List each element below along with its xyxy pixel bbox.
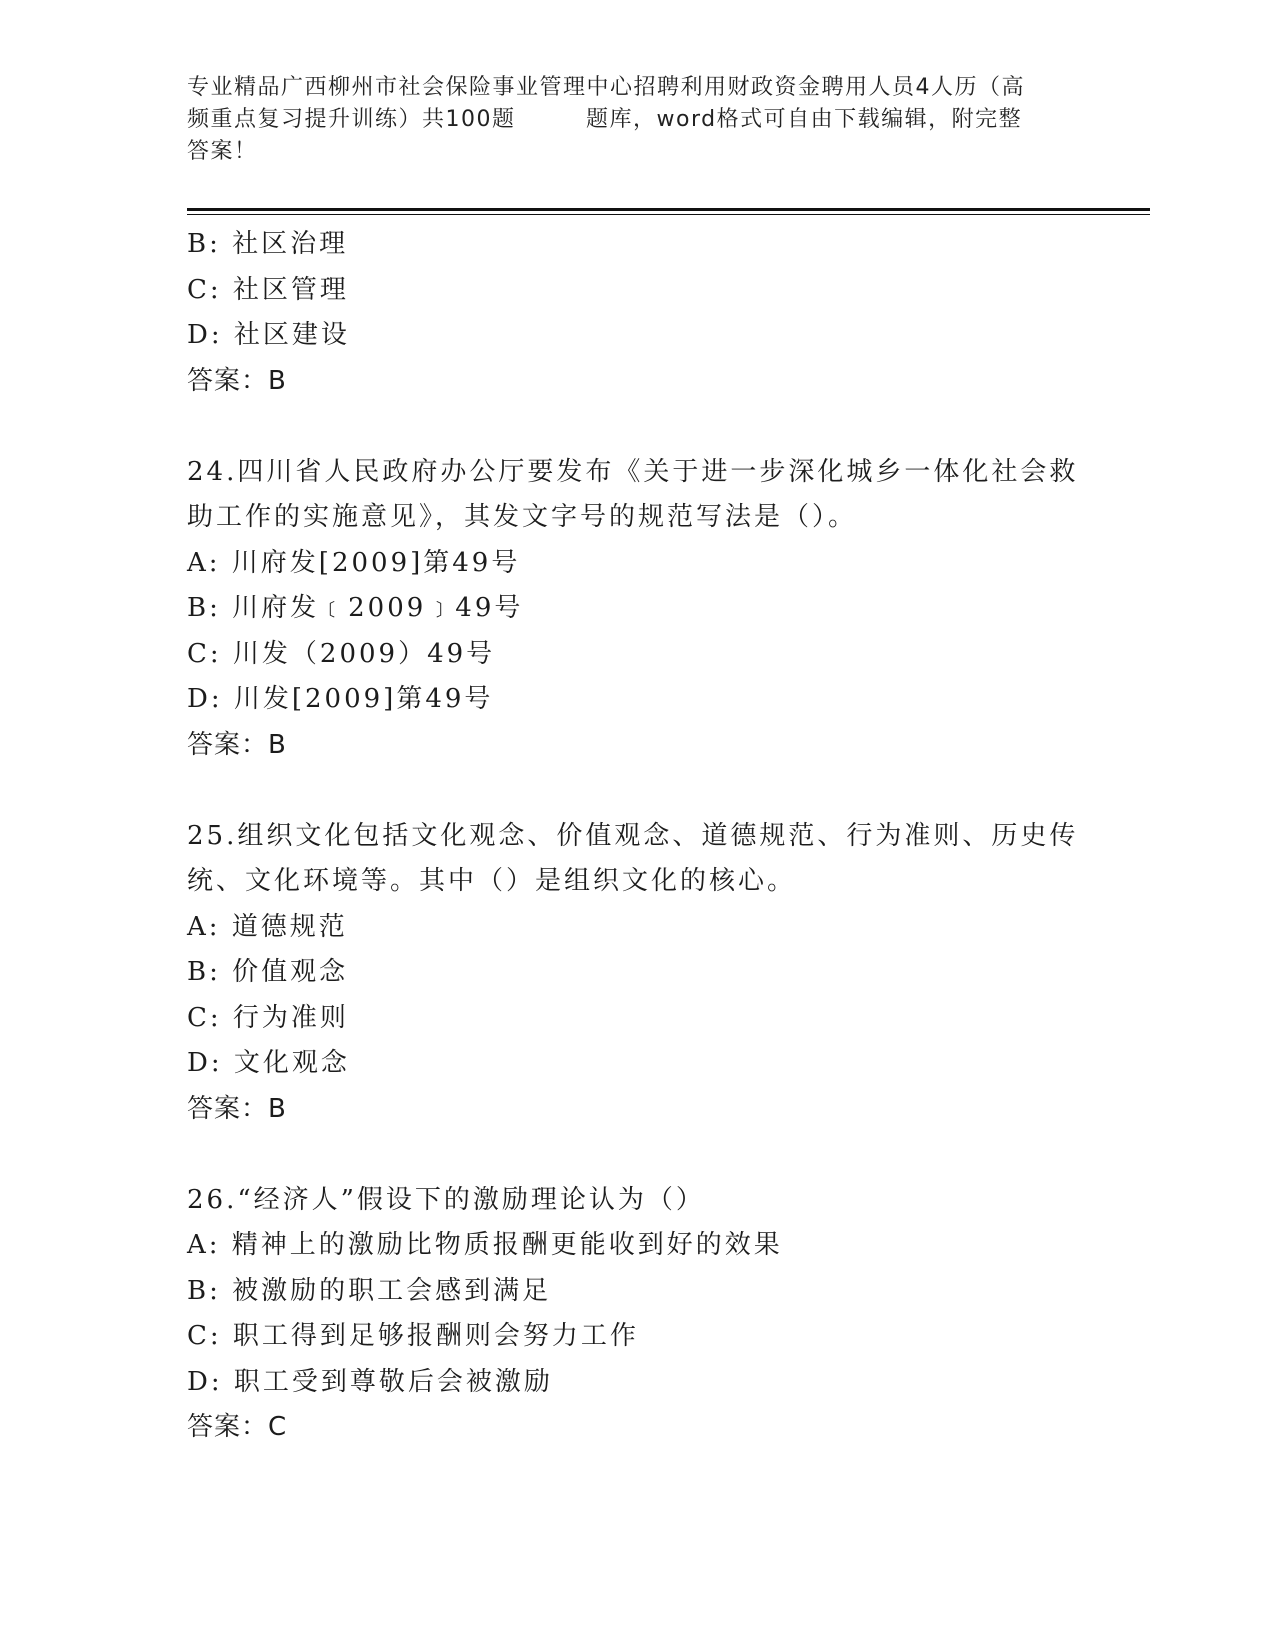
option-c: C: 社区管理: [187, 274, 349, 305]
option-c: C: 川发（2009）49号: [187, 638, 496, 669]
answer-line: 答案：C: [187, 1412, 288, 1442]
header-divider-thick: [187, 208, 1150, 211]
question-block-25: [187, 814, 1087, 1133]
answer-line: 答案：B: [187, 729, 287, 760]
answer-line: 答案：B: [187, 1093, 287, 1124]
header-line-1: 专业精品广西柳州市社会保险事业管理中心招聘利用财政资金聘用人员4人历（高: [187, 75, 1025, 100]
option-a: A: 道德规范: [187, 911, 348, 942]
question-stem-line: 24.四川省人民政府办公厅要发布《关于进一步深化城乡一体化社会救: [187, 456, 1079, 487]
option-d: D: 职工受到尊敬后会被激励: [187, 1366, 553, 1397]
document-header: [187, 72, 1087, 168]
option-a: A: 精神上的激励比物质报酬更能收到好的效果: [187, 1230, 783, 1260]
option-d: D: 川发[2009]第49号: [187, 684, 494, 714]
option-b: B: 被激励的职工会感到满足: [187, 1275, 552, 1306]
header-line-3: 答案！: [187, 139, 258, 164]
question-stem-line: 25.组织文化包括文化观念、价值观念、道德规范、行为准则、历史传: [187, 820, 1079, 851]
option-c: C: 行为准则: [187, 1002, 349, 1033]
question-stem-line: 26.“经济人”假设下的激励理论认为（）: [187, 1184, 705, 1215]
header-divider-thin: [187, 214, 1150, 215]
spacer: [187, 768, 1087, 814]
option-b: B: 社区治理: [187, 229, 349, 259]
option-b: B: 川府发﹝2009﹞49号: [187, 593, 524, 623]
spacer: [187, 1132, 1087, 1178]
question-list: [187, 222, 1087, 1451]
question-block-24: [187, 450, 1087, 769]
option-a: A: 川府发[2009]第49号: [187, 547, 521, 578]
option-c: C: 职工得到足够报酬则会努力工作: [187, 1321, 639, 1351]
question-stem-line: 统、文化环境等。其中（）是组织文化的核心。: [187, 866, 797, 896]
option-d: D: 文化观念: [187, 1048, 350, 1078]
option-d: D: 社区建设: [187, 320, 350, 350]
question-stem-line: 助工作的实施意见》，其发文字号的规范写法是（）。: [187, 502, 858, 532]
spacer: [187, 404, 1087, 450]
answer-line: 答案：B: [187, 365, 287, 396]
question-block-prev: [187, 222, 1087, 404]
header-line-2: 频重点复习提升训练）共100题 题库，word格式可自由下载编辑，附完整: [187, 107, 1023, 132]
option-b: B: 价值观念: [187, 957, 349, 987]
question-block-26: [187, 1178, 1087, 1451]
